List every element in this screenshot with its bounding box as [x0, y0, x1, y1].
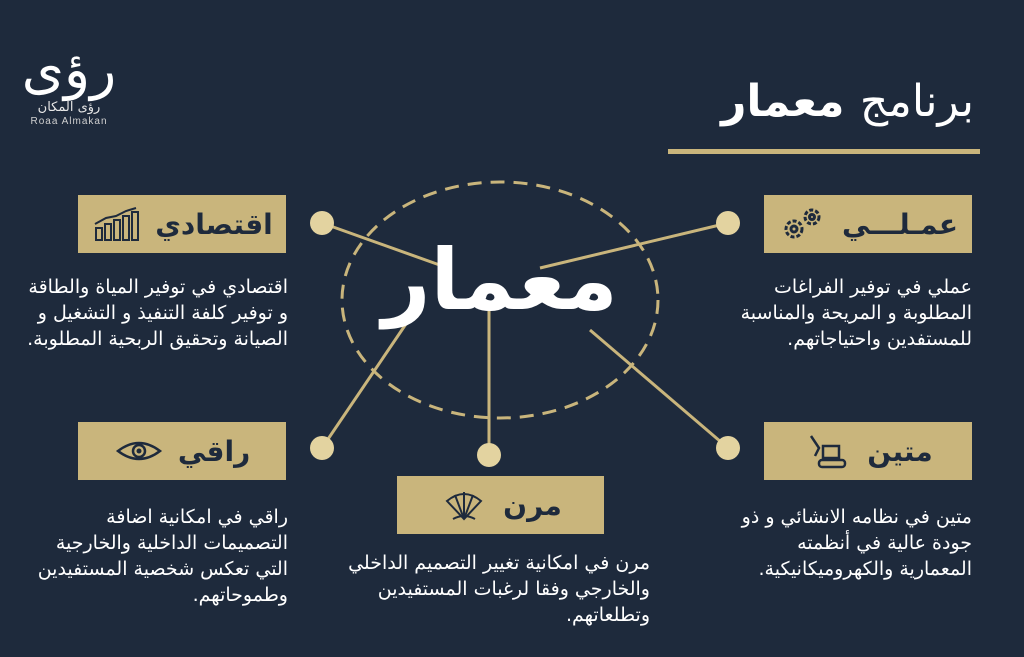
eye-icon	[114, 432, 164, 470]
dot-economic	[310, 211, 334, 235]
connector-solid	[590, 330, 728, 448]
logo-mark: رؤى	[21, 38, 117, 101]
card-flexible-label	[397, 476, 604, 534]
dot-elegant	[310, 436, 334, 460]
card-economic-label	[78, 195, 286, 253]
dot-solid	[716, 436, 740, 460]
card-elegant-title: راقي	[177, 434, 251, 468]
connector-elegant	[322, 318, 410, 448]
center-word: معمار	[382, 231, 618, 329]
card-elegant-description: راقي في امكانية اضافة التصميمات الداخلية والخارجية التي تعكس شخصية المستفيدين وطموحاتهم.	[37, 506, 288, 606]
gears-icon	[778, 205, 828, 243]
card-economic-description: اقتصادي في توفير المياة والطاقة و توفير كلفة التنفيذ و التشغيل و الصيانة وتحقيق الربحية المطلوبة.	[27, 276, 288, 350]
card-solid-description: متين في نظامه الانشائي و ذو جودة عالية في أنظمته المعمارية والكهروميكانيكية.	[741, 506, 972, 580]
logo-english-name: Roaa Almakan	[30, 116, 108, 127]
card-flexible-title: مرن	[503, 488, 562, 522]
card-practical-title: عمـلـــي	[842, 207, 958, 241]
dot-flexible	[477, 443, 501, 467]
card-elegant-label	[78, 422, 286, 480]
card-practical-label	[764, 195, 972, 253]
card-flexible-description: مرن في امكانية تغيير التصميم الداخلي والخارجي وفقا لرغبات المستفيدين وتطلعاتهم.	[348, 552, 650, 626]
card-economic-title: اقتصادي	[155, 207, 273, 241]
dot-practical	[716, 211, 740, 235]
card-solid-label	[764, 422, 972, 480]
card-solid-title: متين	[867, 434, 933, 468]
card-practical-description: عملي في توفير الفراغات المطلوبة و المريحة والمناسبة للمستفدين واحتياجاتهم.	[740, 276, 972, 350]
logo-arabic-name: رؤى المكان	[37, 100, 101, 115]
title-prefix: برنامج	[859, 76, 974, 127]
excavator-icon	[803, 432, 853, 470]
shell-fan-icon	[439, 486, 489, 524]
title-name: معمار	[721, 76, 845, 127]
bar-chart-icon	[91, 205, 141, 243]
